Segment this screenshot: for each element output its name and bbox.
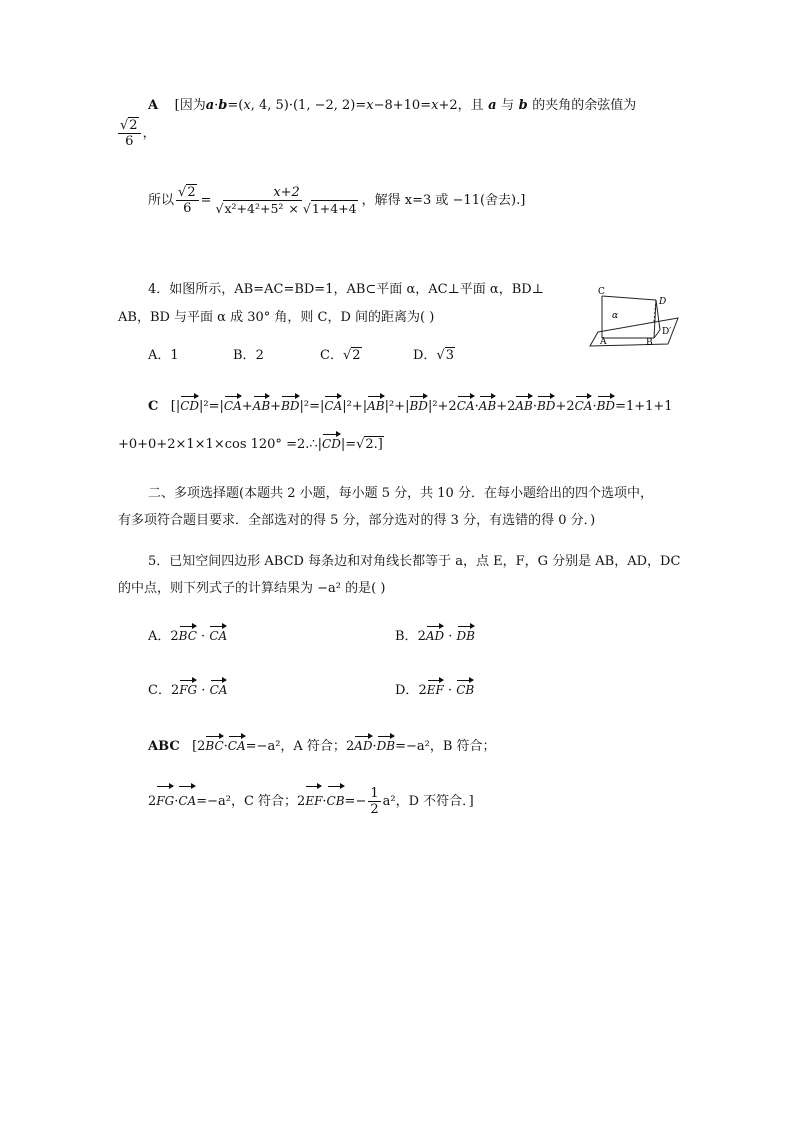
answer-letter: A [148, 98, 159, 113]
section2-heading-line1: 二、多项选择题(本题共 2 小题，每小题 5 分，共 10 分．在每小题给出的四个选项中， [148, 486, 653, 501]
q5-option-a: A．2BC · CA [148, 626, 227, 647]
q5-answer-line2: 2FG·CA=−a²，C 符合；2EF·CB=− $\frac{1}{2}$ a²，D 不符合．] [148, 786, 474, 817]
q4-answer-line1: C [|CD|²=|CA+AB+BD|²=|CA|²+|AB|²+|BD|²+2CA·AB+2AB·BD+2CA·BD=1+1+1 [148, 396, 673, 417]
q3-answer-fraction: $\frac{√2}{6}$ ， [120, 118, 156, 149]
figure-label-d-prime: D′ [662, 327, 672, 337]
section2-heading-line2: 有多项符合题目要求．全部选对的得 5 分，部分选对的得 3 分，有选错的得 0 分．) [118, 513, 596, 528]
q5-answer-line1: ABC [2BC·CA=−a²，A 符合；2AD·DB=−a²，B 符合； [148, 736, 496, 757]
figure-label-b: B [646, 338, 653, 348]
q4-stem-line1: 4．如图所示，AB=AC=BD=1，AB⊂平面 α，AC⊥平面 α，BD⊥ [148, 282, 544, 297]
q4-geometry-figure [588, 282, 688, 352]
q4-option-d: D．√3 [413, 348, 455, 363]
q5-stem-line1: 5．已知空间四边形 ABCD 每条边和对角线长都等于 a，点 E，F，G 分别是 AB，AD，DC [148, 554, 681, 569]
q3-answer-line1: A [因为a·b=(x, 4, 5)·(1, −2, 2)=x−8+10=x+2，且 a 与 b 的夹角的余弦值为 [148, 98, 637, 113]
q4-answer-line2: +0+0+2×1×1×cos 120° =2.∴|CD|=√2.] [118, 434, 384, 455]
q5-option-c: C．2FG · CA [148, 680, 227, 701]
q5-stem-line2: 的中点，则下列式子的计算结果为 −a² 的是( ) [118, 581, 386, 596]
q5-option-d: D．2EF · CB [395, 680, 474, 701]
q4-stem-line2: AB，BD 与平面 α 成 30° 角，则 C，D 间的距离为( ) [118, 310, 435, 325]
q5-option-b: B．2AD · DB [395, 626, 475, 647]
figure-label-c: C [598, 287, 605, 297]
figure-label-a: A [600, 337, 607, 347]
figure-label-alpha: α [612, 311, 619, 321]
q4-option-c: C．√2 [320, 348, 361, 363]
q4-option-b: B．2 [233, 348, 264, 363]
q3-answer-line3: 所以 $\frac{√2}{6}$ = $\frac{x+2}{\text{√x²+4²+5² × √1+4+4}}$ ，解得 x=3 或 −11(舍去).] [148, 185, 526, 216]
fraction-sqrt2-over-6: $\frac{√2}{6}$ [118, 118, 141, 149]
q4-option-a: A．1 [148, 348, 179, 363]
figure-label-d: D [659, 297, 667, 307]
